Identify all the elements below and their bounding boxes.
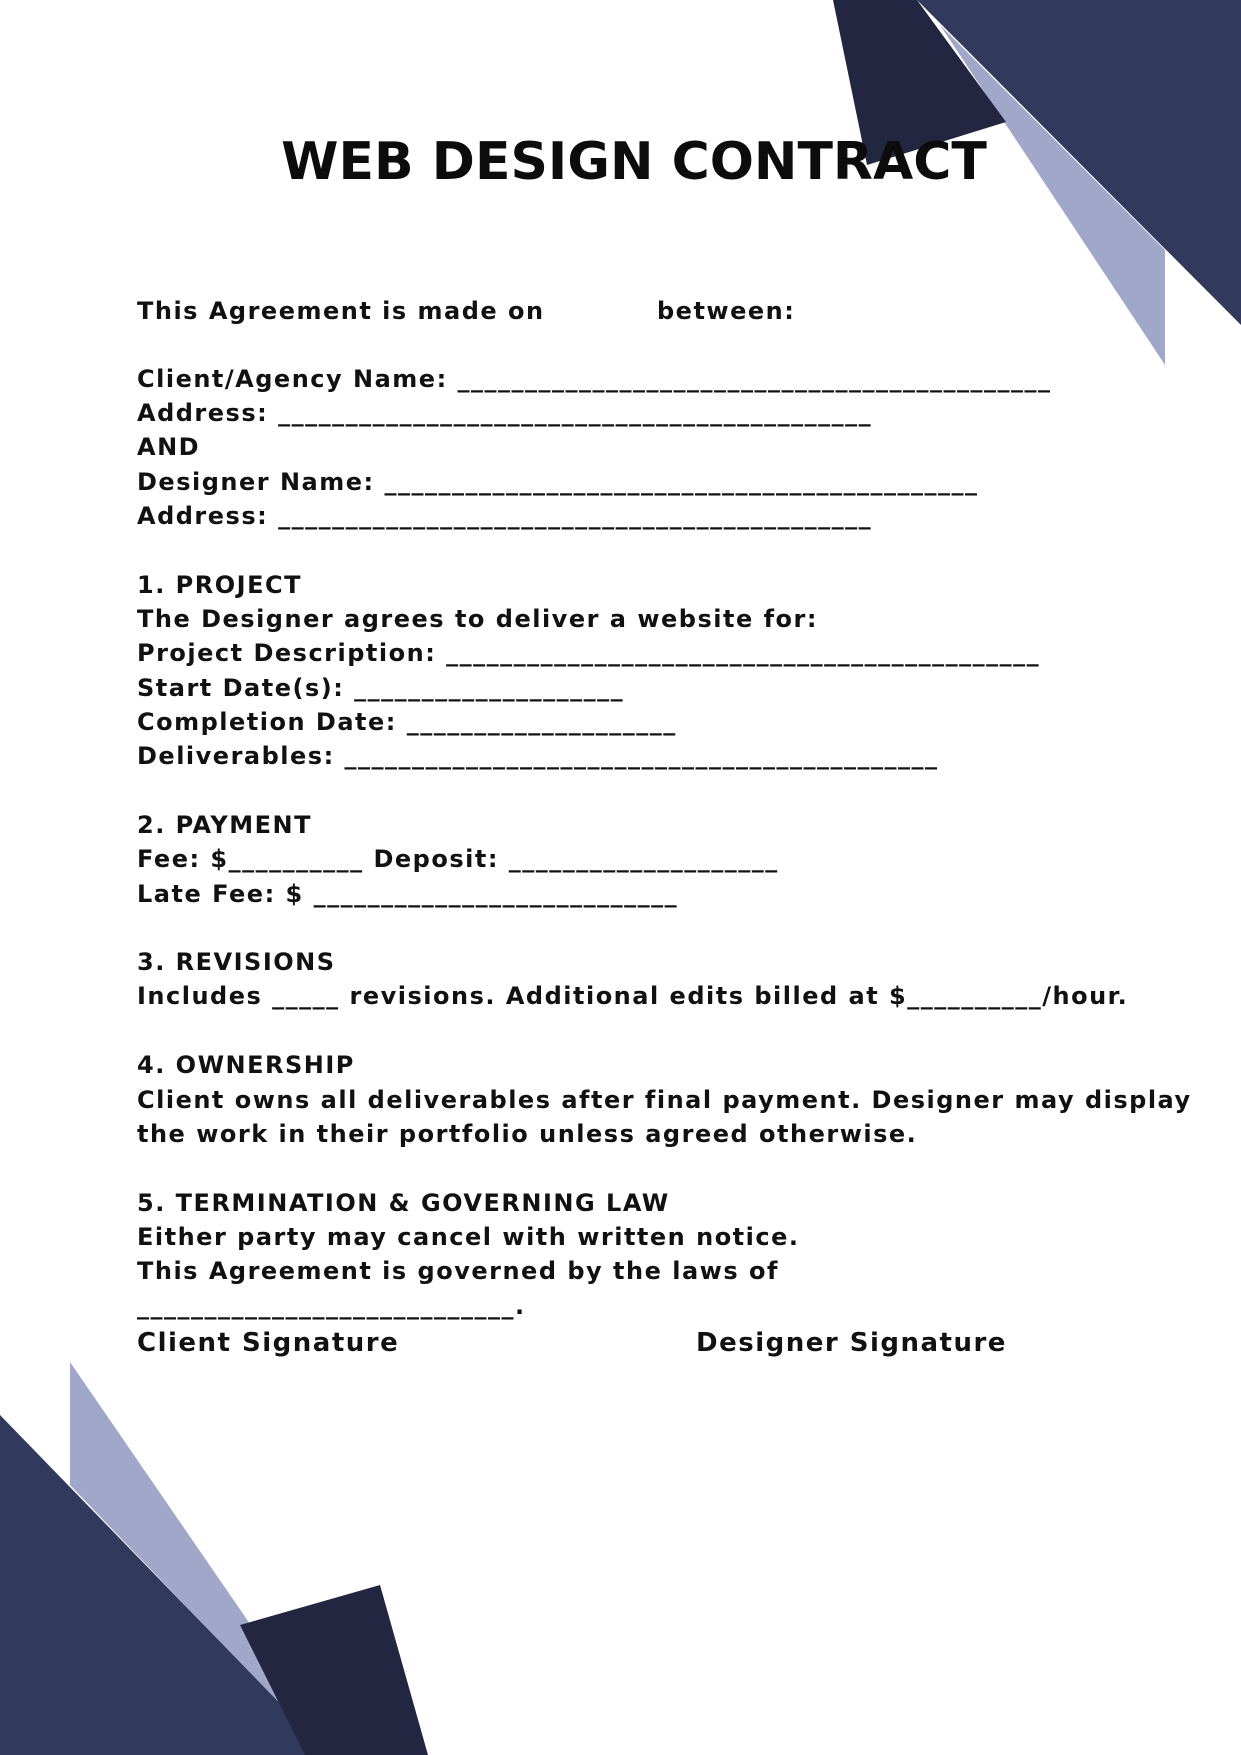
- ownership-heading: 4. OWNERSHIP: [137, 1051, 355, 1079]
- termination-line-2: This Agreement is governed by the laws of: [137, 1257, 779, 1285]
- designer-name-field: Designer Name: ____________________________________________: [137, 468, 979, 496]
- project-heading: 1. PROJECT: [137, 571, 302, 599]
- deliverables-field: Deliverables: ____________________________________________: [137, 742, 939, 770]
- completion-date-field: Completion Date: ____________________: [137, 708, 677, 736]
- intro-made-on: This Agreement is made on: [137, 297, 545, 325]
- project-intro: The Designer agrees to deliver a website for:: [137, 605, 818, 633]
- client-name-field: Client/Agency Name: ____________________________________________: [137, 365, 1052, 393]
- project-description-field: Project Description: ____________________________________________: [137, 639, 1041, 667]
- designer-address-field: Address: ____________________________________________: [137, 502, 873, 530]
- revisions-heading: 3. REVISIONS: [137, 948, 336, 976]
- client-signature-label: Client Signature: [137, 1328, 400, 1358]
- designer-signature-label: Designer Signature: [696, 1328, 1007, 1358]
- start-date-field: Start Date(s): ____________________: [137, 674, 625, 702]
- fee-deposit-field: Fee: $__________ Deposit: ____________________: [137, 845, 779, 873]
- late-fee-field: Late Fee: $ ___________________________: [137, 880, 679, 908]
- ownership-line-1: Client owns all deliverables after final payment. Designer may display: [137, 1086, 1192, 1114]
- termination-line-1: Either party may cancel with written notice.: [137, 1223, 800, 1251]
- governing-law-field: ____________________________.: [137, 1292, 526, 1320]
- page-title: WEB DESIGN CONTRACT: [281, 132, 987, 192]
- and-label: AND: [137, 433, 201, 461]
- ownership-line-2: the work in their portfolio unless agreed otherwise.: [137, 1120, 918, 1148]
- payment-heading: 2. PAYMENT: [137, 811, 312, 839]
- revisions-text: Includes _____ revisions. Additional edits billed at $__________/hour.: [137, 982, 1129, 1010]
- client-address-field: Address: ____________________________________________: [137, 399, 873, 427]
- termination-heading: 5. TERMINATION & GOVERNING LAW: [137, 1189, 670, 1217]
- intro-between: between:: [657, 297, 796, 325]
